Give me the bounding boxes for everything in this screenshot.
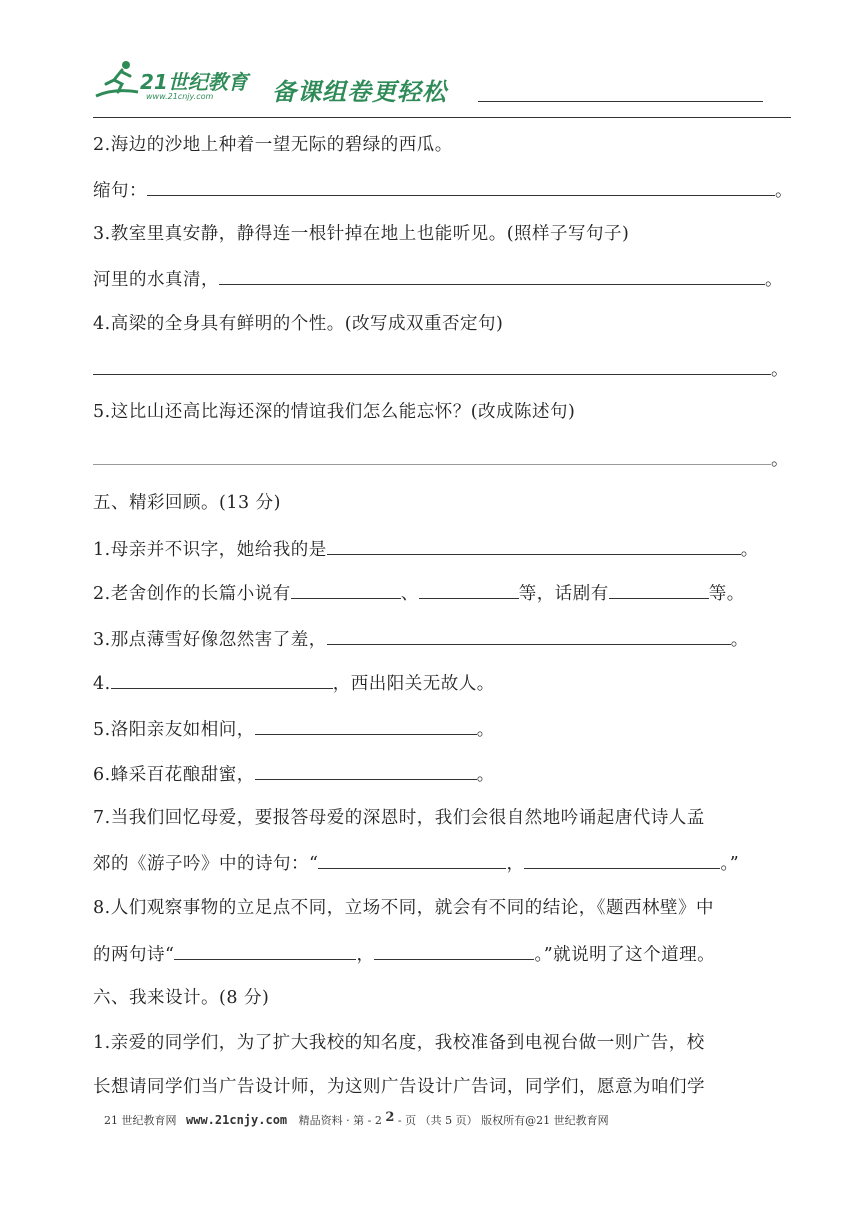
answer-blank[interactable] <box>147 177 775 196</box>
q5-3 <box>93 626 749 652</box>
section-5-heading: 五、精彩回顾。(13 分) <box>93 493 281 513</box>
q4-4-text: 4.高梁的全身具有鲜明的个性。(改写成双重否定句) <box>93 314 504 334</box>
q5-7-text: 7.当我们回忆母爱，要报答母爱的深恩时，我们会很自然地吟诵起唐代诗人孟 <box>93 808 705 828</box>
logo-url: www.21cnjy.com <box>146 92 214 101</box>
answer-blank[interactable] <box>219 266 765 285</box>
period: 。 <box>771 450 789 470</box>
answer-blank[interactable] <box>255 716 477 735</box>
q4-5-answer <box>93 446 789 472</box>
q5-7-answer: 郊的《游子吟》中的诗句：“ ， 。” <box>93 850 739 876</box>
header-rule-short <box>478 101 763 102</box>
header-rule <box>93 117 791 118</box>
footer-mid: 精品资料 · 第 - 2 <box>298 1114 382 1127</box>
q6-1-text-2: 长想请同学们当广告设计师，为这则广告设计广告词，同学们，愿意为咱们学 <box>93 1077 705 1097</box>
q5-5: 5.洛阳亲友如相问， 。 <box>93 716 495 742</box>
period: 。 <box>730 630 749 650</box>
section-6-heading: 六、我来设计。(8 分) <box>93 988 270 1008</box>
logo <box>92 58 267 104</box>
period: 。 <box>476 765 495 785</box>
q4-2-text: 2.海边的沙地上种着一望无际的碧绿的西瓜。 <box>93 135 453 155</box>
q6-1-text-1: 1.亲爱的同学们，为了扩大我校的知名度，我校准备到电视台做一则广告，校 <box>93 1033 705 1053</box>
period: 。 <box>765 270 783 290</box>
footer-url[interactable]: www.21cnjy.com <box>186 1113 288 1127</box>
q5-1-text: 1.母亲并不识字，她给我的是 <box>93 540 327 560</box>
sentence-start: 河里的水真清， <box>93 270 219 290</box>
answer-blank[interactable] <box>111 670 333 689</box>
answer-blank[interactable] <box>327 626 731 645</box>
q5-1 <box>93 536 759 562</box>
page-footer <box>104 1112 609 1128</box>
logo-text: 21世纪教育 <box>140 70 248 94</box>
period: 。 <box>740 540 759 560</box>
q4-3-text: 3.教室里真安静，静得连一根针掉在地上也能听见。(照样子写句子) <box>93 224 630 244</box>
answer-blank[interactable] <box>374 941 534 960</box>
q4-4-answer <box>93 356 789 382</box>
answer-blank[interactable] <box>318 850 506 869</box>
answer-blank[interactable] <box>255 761 477 780</box>
q4-5-text: 5.这比山还高比海还深的情谊我们怎么能忘怀？(改成陈述句) <box>93 402 576 422</box>
footer-site: 21 世纪教育网 <box>104 1114 177 1127</box>
footer-rest: - 页 （共 5 页） 版权所有@21 世纪教育网 <box>397 1114 609 1127</box>
q5-4: 4. ，西出阳关无故人。 <box>93 670 495 696</box>
answer-blank[interactable] <box>93 356 771 375</box>
answer-blank[interactable] <box>174 941 356 960</box>
answer-blank[interactable] <box>93 446 771 465</box>
answer-blank[interactable] <box>291 580 401 599</box>
q5-2: 2.老舍创作的长篇小说有 、 等，话剧有 等。 <box>93 580 745 606</box>
period: 。 <box>476 720 495 740</box>
period: 。 <box>771 360 789 380</box>
q5-8-answer: 的两句诗“ ， 。”就说明了这个道理。 <box>93 941 715 967</box>
q5-6: 6.蜂采百花酿甜蜜， 。 <box>93 761 495 787</box>
header-slogan: 备课组卷更轻松 <box>272 78 447 106</box>
answer-blank[interactable] <box>327 536 741 555</box>
runner-logo-icon <box>92 58 142 102</box>
footer-page-number: 2 <box>385 1110 395 1125</box>
q4-3-answer <box>93 266 783 292</box>
answer-blank[interactable] <box>524 850 720 869</box>
q4-2-answer <box>93 177 793 203</box>
answer-blank[interactable] <box>419 580 519 599</box>
answer-blank[interactable] <box>609 580 709 599</box>
q5-3-text: 3.那点薄雪好像忽然害了羞， <box>93 630 327 650</box>
q5-8-text: 8.人们观察事物的立足点不同，立场不同，就会有不同的结论，《题西林壁》中 <box>93 898 714 918</box>
label-suoju: 缩句： <box>93 181 147 201</box>
q5-2-text: 2.老舍创作的长篇小说有 <box>93 584 291 604</box>
period: 。 <box>775 181 793 201</box>
